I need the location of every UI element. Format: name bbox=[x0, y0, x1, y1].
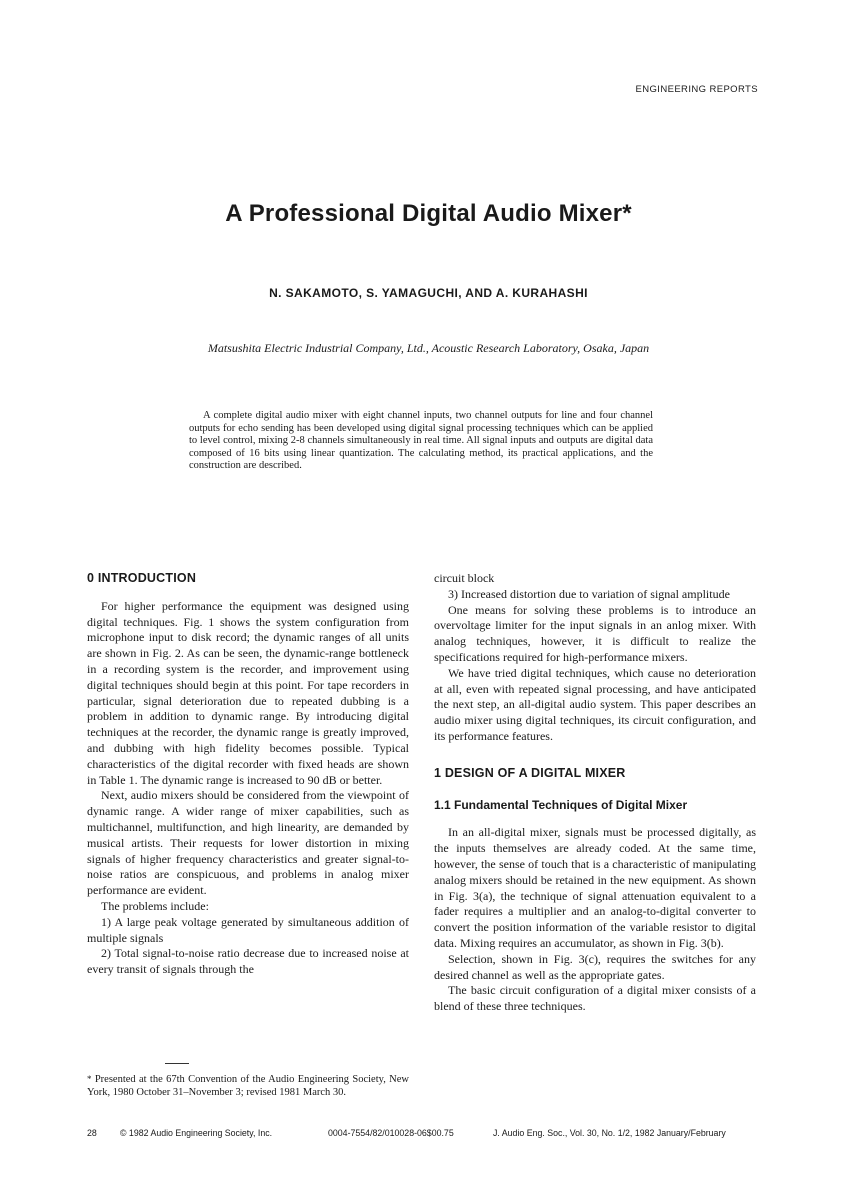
page-number: 28 bbox=[87, 1128, 97, 1138]
list-item: 3) Increased distortion due to variation of signal amplitude bbox=[448, 586, 730, 601]
paragraph: One means for solving these problems is to introduce an overvoltage limiter for the input signals in an anlog mixer. With analog techniques, however, it is difficult to realize the specifications required for high-performance mixers. bbox=[434, 602, 756, 664]
subsection-heading-fundamentals: 1.1 Fundamental Techniques of Digital Mixer bbox=[434, 797, 688, 812]
section-heading-introduction: 0 INTRODUCTION bbox=[87, 571, 197, 585]
page-footer bbox=[87, 1128, 757, 1142]
footnote bbox=[87, 1073, 409, 1099]
abstract: A complete digital audio mixer with eight channel inputs, two channel outputs for line and four channel outputs for echo sending has been developed using digital signal processing techniques which can be applied to level control, mixing 2-8 channels simultaneously in real time. All signal inputs and outputs are digital data composed of 16 bits using linear quantization. The calculating method, its practical applications, and the construction are described. bbox=[189, 410, 653, 472]
paragraph: In an all-digital mixer, signals must be processed digitally, as the inputs themselves are already coded. At the same time, however, the sense of touch that is a characteristic of manipulating analog mixers should be retained in the new equipment. As shown in Fig. 3(a), the technique of signal attenuation equivalent to a fader requires a multiplier and an analog-to-digital converter to convert the position information of the variable resistor to digital data. Mixing requires an accumulator, as shown in Fig. 3(b). bbox=[434, 825, 756, 950]
footnote-text: Presented at the 67th Convention of the Audio Engineering Society, New York, 1980 October 31–November 3; revised 1981 March 30. bbox=[87, 1074, 409, 1098]
paragraph: We have tried digital techniques, which cause no deterioration at all, even with repeated signal processing, and have anticipated the next step, an all-digital audio system. This paper describes an audio mixer using digital techniques, its circuit configuration, and its performance features. bbox=[434, 665, 756, 743]
affiliation: Matsushita Electric Industrial Company, Ltd., Acoustic Research Laboratory, Osaka, Japan bbox=[207, 341, 650, 355]
article-code: 0004-7554/82/010028-06$00.75 bbox=[328, 1128, 454, 1138]
list-item: 2) Total signal-to-noise ratio decrease due to increased noise at every transit of signals through the bbox=[87, 946, 409, 977]
section-heading-design: 1 DESIGN OF A DIGITAL MIXER bbox=[434, 765, 626, 780]
authors: N. SAKAMOTO, S. YAMAGUCHI, AND A. KURAHASHI bbox=[269, 286, 588, 300]
journal-citation: J. Audio Eng. Soc., Vol. 30, No. 1/2, 1982 January/February bbox=[493, 1128, 726, 1138]
paragraph-continuation: circuit block bbox=[434, 571, 495, 585]
paragraph: The basic circuit configuration of a digital mixer consists of a blend of these three techniques. bbox=[434, 983, 756, 1014]
list-item: 1) A large peak voltage generated by simultaneous addition of multiple signals bbox=[87, 914, 409, 945]
paragraph: Selection, shown in Fig. 3(c), requires the switches for any desired channel as well as the appropriate gates. bbox=[434, 951, 756, 982]
footnote-rule bbox=[165, 1063, 189, 1064]
section-label: ENGINEERING REPORTS bbox=[635, 84, 758, 95]
copyright-notice: © 1982 Audio Engineering Society, Inc. bbox=[120, 1128, 273, 1138]
footnote-mark: * bbox=[87, 1074, 92, 1084]
paragraph: For higher performance the equipment was designed using digital techniques. Fig. 1 shows the system configuration from microphone input to disk record; the dynamic ranges of all units are shown in Fig. 2. As can be seen, the dynamic-range bottleneck in a recording system is the recorder, and improvement using digital techniques should begin at this point. For tape recorders in particular, signal deterioration due to repeated dubbing is a problem in addition to dynamic range. By introducing digital techniques at the recorder, the dynamic range is greatly improved, and dubbing with high fidelity becomes possible. Typical characteristics of the digital recorder with fixed heads are shown in Table 1. The dynamic range is increased to 90 dB or better. bbox=[87, 598, 409, 787]
paragraph: Next, audio mixers should be considered from the viewpoint of dynamic range. A wider range of mixer capabilities, such as multichannel, multifunction, and high linearity, are demanded by musical artists. Their requests for lower distortion in mixing signals of higher frequency characteristics and greater signal-to-noise ratios are conspicuous, and problems in analog mixer performance are evident. bbox=[87, 788, 409, 898]
paper-title: A Professional Digital Audio Mixer* bbox=[225, 200, 632, 227]
paragraph: The problems include: bbox=[101, 898, 209, 913]
right-column bbox=[434, 571, 756, 1015]
left-column bbox=[87, 571, 409, 978]
